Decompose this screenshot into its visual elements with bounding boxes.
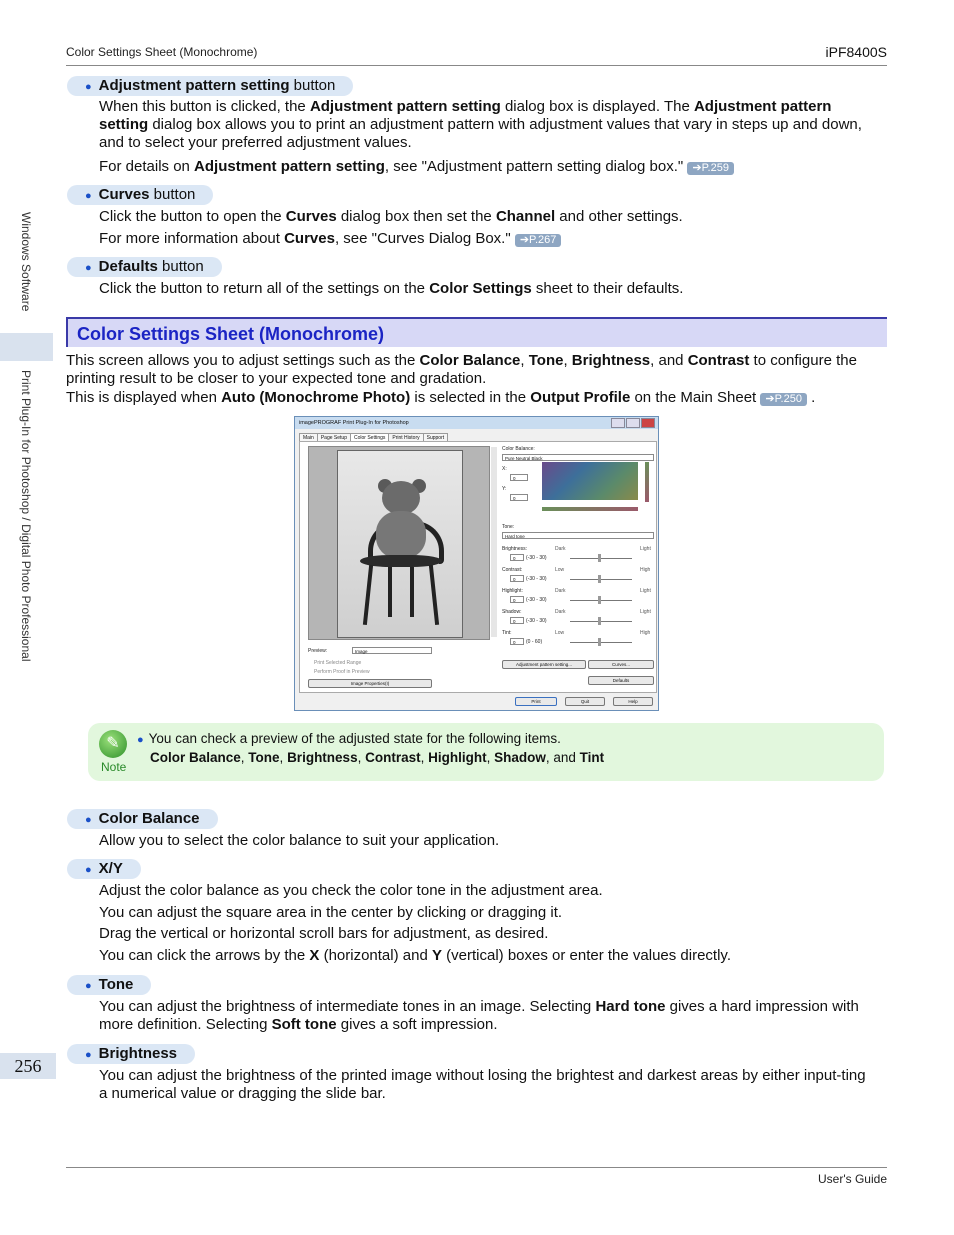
dialog-title: imagePROGRAF Print Plug-In for Photoshop [295,417,658,429]
item-header-xy: ● X/Y [67,859,141,879]
item-desc-defaults: Click the button to return all of the settings on the Color Settings sheet to their defaults. [99,280,684,297]
item-header-adjustment-pattern: ● Adjustment pattern setting button [67,76,353,96]
y-label: Y: [502,486,507,492]
help-button[interactable]: Help [613,697,653,706]
tab-main[interactable]: Main [299,433,318,443]
slider-left-label: Low [555,567,565,573]
slider-left-label: Dark [555,609,566,615]
item-desc-xy-4: You can click the arrows by the X (horizontal) and Y (vertical) boxes or enter the values directly. [99,947,731,964]
image-properties-button[interactable]: Image Properties(I) [308,679,432,688]
slider-track[interactable] [570,642,632,643]
slider-thumb[interactable] [598,596,601,604]
note-items: Color Balance, Tone, Brightness, Contrast, Highlight, Shadow, and Tint [150,750,605,765]
slider-value-input[interactable]: 0 [510,638,524,645]
xref-link[interactable]: ➔P.259 [687,162,734,175]
header-rule [66,65,887,66]
slider-right-label: Light [640,546,651,552]
preview-select[interactable]: Image [352,647,432,654]
item-desc-xy-2: You can adjust the square area in the center by clicking or dragging it. [99,904,563,921]
chair-leg [363,565,373,625]
section-intro-2: This is displayed when Auto (Monochrome Photo) is selected in the Output Profile on the Main Sheet ➔P.250 . [66,389,816,406]
slider-value-input[interactable]: 0 [510,554,524,561]
slider-label: Contrast: [502,567,523,573]
side-label-plugin: Print Plug-In for Photoshop / Digital Photo Professional [19,370,33,662]
color-balance-area[interactable] [542,462,638,500]
footer-rule [66,1167,887,1168]
slider-label: Shadow: [502,609,522,615]
y-input[interactable]: 0 [510,494,528,501]
note-label: Note [101,760,127,774]
section-intro: This screen allows you to adjust settings such as the Color Balance, Tone, Brightness, and Contrast to configure the printing result to be closer to your expected tone and gradation. [66,352,857,387]
checkbox-print-selected-range[interactable]: Print Selected Range [314,660,362,666]
note-text: ● You can check a preview of the adjusted state for the following items. [137,731,561,746]
quit-button[interactable]: Quit [565,697,605,706]
item-ref-adjustment-pattern: For details on Adjustment pattern setting, see "Adjustment pattern setting dialog box." ➔P.259 [99,158,874,176]
slider-value-input[interactable]: 0 [510,617,524,624]
tone-label: Tone: [502,524,515,530]
item-desc-adjustment-pattern: When this button is clicked, the Adjustment pattern setting dialog box is displayed. The Adjustment pattern setting dialog box allows you to print an adjustment pattern with adjustment values that vary in steps up and down, and to select your preferred adjustment values. [99,98,862,151]
item-header-defaults: ● Defaults button [67,257,222,277]
checkbox-proof-preview[interactable]: Perform Proof in Preview [314,669,370,675]
item-desc-tone: You can adjust the brightness of intermediate tones in an image. Selecting Hard tone gives a hard impression with more definition. Selecting Soft tone gives a soft impression. [99,998,859,1033]
maximize-icon[interactable] [626,418,640,428]
slider-thumb[interactable] [598,617,601,625]
color-balance-vscroll[interactable] [645,462,649,502]
slider-track[interactable] [570,579,632,580]
item-header-color-balance: ● Color Balance [67,809,218,829]
plugin-dialog-screenshot [294,416,659,711]
footer-guide: User's Guide [818,1172,887,1186]
item-desc-color-balance: Allow you to select the color balance to suit your application. [99,832,500,849]
print-button[interactable]: Print [515,697,557,706]
curves-button[interactable]: Curves... [588,660,654,669]
slider-range: (0 - 60) [526,639,543,645]
bear-body [376,511,426,559]
adjustment-pattern-button[interactable]: Adjustment pattern setting... [502,660,586,669]
tab-print-history[interactable]: Print History [388,433,423,443]
slider-value-input[interactable]: 0 [510,596,524,603]
x-input[interactable]: 0 [510,474,528,481]
preview-label: Preview: [308,648,328,654]
item-header-brightness: ● Brightness [67,1044,195,1064]
chair-leg [410,567,414,617]
slider-range: (-30 - 30) [526,597,547,603]
slider-label: Highlight: [502,588,523,594]
item-desc-curves: Click the button to open the Curves dialog box then set the Channel and other settings. [99,208,683,225]
slider-right-label: Light [640,588,651,594]
color-balance-hscroll[interactable] [542,507,638,511]
pencil-icon: ✎ [99,730,127,758]
slider-left-label: Dark [555,588,566,594]
item-desc-xy-1: Adjust the color balance as you check the color tone in the adjustment area. [99,882,603,899]
chair-leg [388,567,392,617]
slider-left-label: Dark [555,546,566,552]
slider-label: Brightness: [502,546,528,552]
minimize-icon[interactable] [611,418,625,428]
slider-thumb[interactable] [598,575,601,583]
slider-label: Tint: [502,630,512,636]
preview-area [308,446,490,640]
slider-track[interactable] [570,558,632,559]
slider-thumb[interactable] [598,554,601,562]
slider-range: (-30 - 30) [526,618,547,624]
section-title: Color Settings Sheet (Monochrome) [66,317,887,347]
tab-page-setup[interactable]: Page Setup [317,433,351,443]
running-header-model: iPF8400S [825,44,887,60]
slider-track[interactable] [570,621,632,622]
slider-thumb[interactable] [598,638,601,646]
slider-right-label: High [640,567,651,573]
slider-track[interactable] [570,600,632,601]
side-label-windows-software: Windows Software [19,212,33,312]
color-balance-select[interactable]: Pure Neutral Black [502,454,654,461]
slider-right-label: Light [640,609,651,615]
slider-value-input[interactable]: 0 [510,575,524,582]
item-desc-brightness: You can adjust the brightness of the printed image without losing the brightest and darkest areas by either input-ting a numerical value or dragging the slide bar. [99,1067,866,1102]
chair-leg [429,565,439,625]
item-header-tone: ● Tone [67,975,151,995]
tab-color-settings[interactable]: Color Settings [350,433,389,443]
running-header-section: Color Settings Sheet (Monochrome) [66,45,258,59]
item-header-curves: ● Curves button [67,185,213,205]
tab-support[interactable]: Support [423,433,449,443]
tone-select[interactable]: Hard tone [502,532,654,539]
item-ref-curves: For more information about Curves, see "Curves Dialog Box." ➔P.267 [99,230,874,248]
slider-left-label: Low [555,630,565,636]
xref-link[interactable]: ➔P.267 [515,234,562,247]
defaults-button[interactable]: Defaults [588,676,654,685]
page-number: 256 [0,1053,56,1079]
preview-scrollbar[interactable] [491,447,497,637]
xref-link[interactable]: ➔P.250 [760,393,807,406]
window-controls [610,418,655,428]
bear-head [382,481,420,515]
side-tab-marker [0,333,53,361]
slider-right-label: High [640,630,651,636]
color-balance-label: Color Balance: [502,446,535,452]
close-icon[interactable] [641,418,655,428]
tab-pane [299,441,657,693]
preview-photo [337,450,463,638]
x-label: X: [502,466,507,472]
slider-range: (-30 - 30) [526,555,547,561]
item-desc-xy-3: Drag the vertical or horizontal scroll bars for adjustment, as desired. [99,925,549,942]
slider-range: (-30 - 30) [526,576,547,582]
